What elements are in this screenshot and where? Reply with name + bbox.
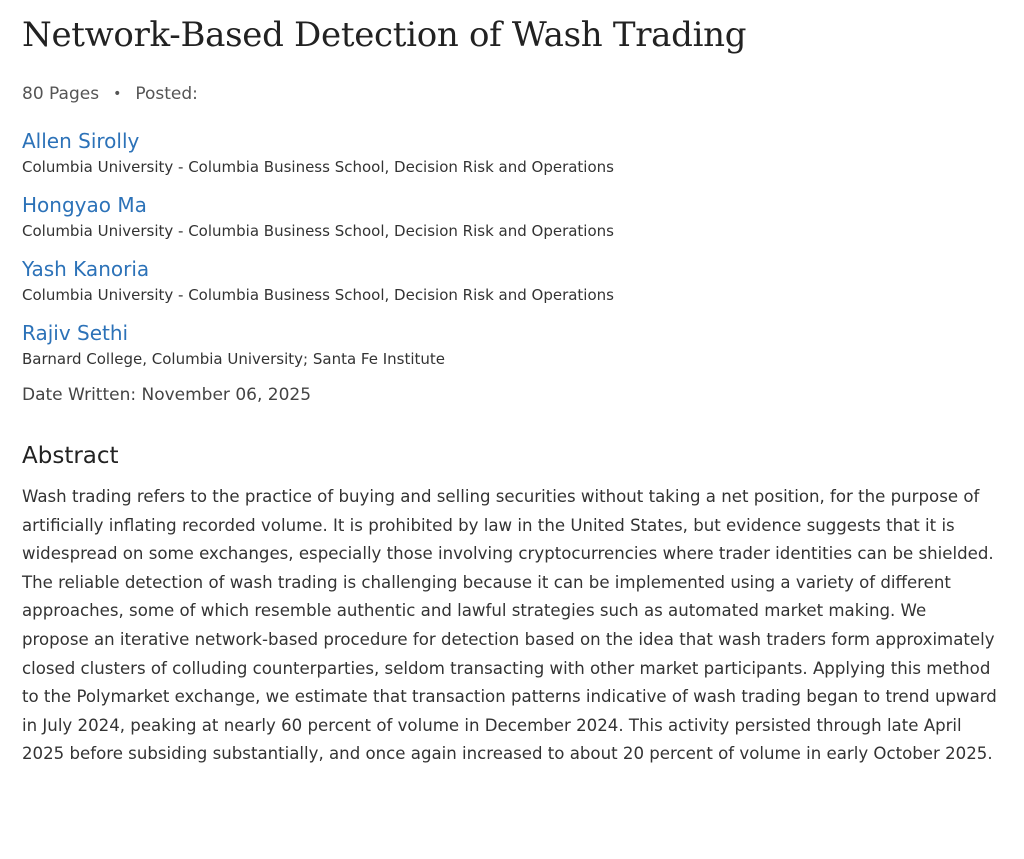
author-link[interactable]: Rajiv Sethi: [22, 321, 129, 345]
author-entry: [22, 191, 997, 242]
author-entry: [22, 255, 997, 306]
author-link[interactable]: Hongyao Ma: [22, 193, 147, 217]
author-list: [22, 127, 997, 370]
author-entry: [22, 127, 997, 178]
page-count: 80 Pages: [22, 84, 100, 104]
paper-meta: [22, 82, 997, 106]
paper-page: [22, 12, 997, 786]
author-link[interactable]: Allen Sirolly: [22, 129, 140, 153]
abstract-text: Wash trading refers to the practice of buying and selling securities without taking a net position, for the purpose of artificially inflating recorded volume. It is prohibited by law in the United States, but evidence suggests that it is widespread on some exchanges, especially those involving cryptocurrencies where trader identities can be shielded. The reliable detection of wash trading is challenging because it can be implemented using a variety of different approaches, some of which resemble authentic and lawful strategies such as automated market making. We propose an iterative network-based procedure for detection based on the idea that wash traders form approximately closed clusters of colluding counterparties, seldom transacting with other market participants. Applying this method to the Polymarket exchange, we estimate that transaction patterns indicative of wash trading began to trend upward in July 2024, peaking at nearly 60 percent of volume in December 2024. This activity persisted through late April 2025 before subsiding substantially, and once again increased to about 20 percent of volume in early October 2025.: [22, 487, 997, 764]
author-affiliation: Columbia University - Columbia Business School, Decision Risk and Operations: [22, 158, 614, 176]
abstract-heading: Abstract: [22, 443, 119, 469]
author-entry: [22, 319, 997, 370]
author-affiliation: Columbia University - Columbia Business School, Decision Risk and Operations: [22, 286, 614, 304]
posted-label: Posted:: [135, 84, 198, 104]
paper-title: Network-Based Detection of Wash Trading: [22, 15, 747, 55]
date-written: Date Written: November 06, 2025: [22, 385, 312, 405]
author-affiliation: Columbia University - Columbia Business School, Decision Risk and Operations: [22, 222, 614, 240]
author-affiliation: Barnard College, Columbia University; Santa Fe Institute: [22, 350, 446, 368]
meta-separator: •: [113, 86, 122, 102]
author-link[interactable]: Yash Kanoria: [22, 257, 150, 281]
